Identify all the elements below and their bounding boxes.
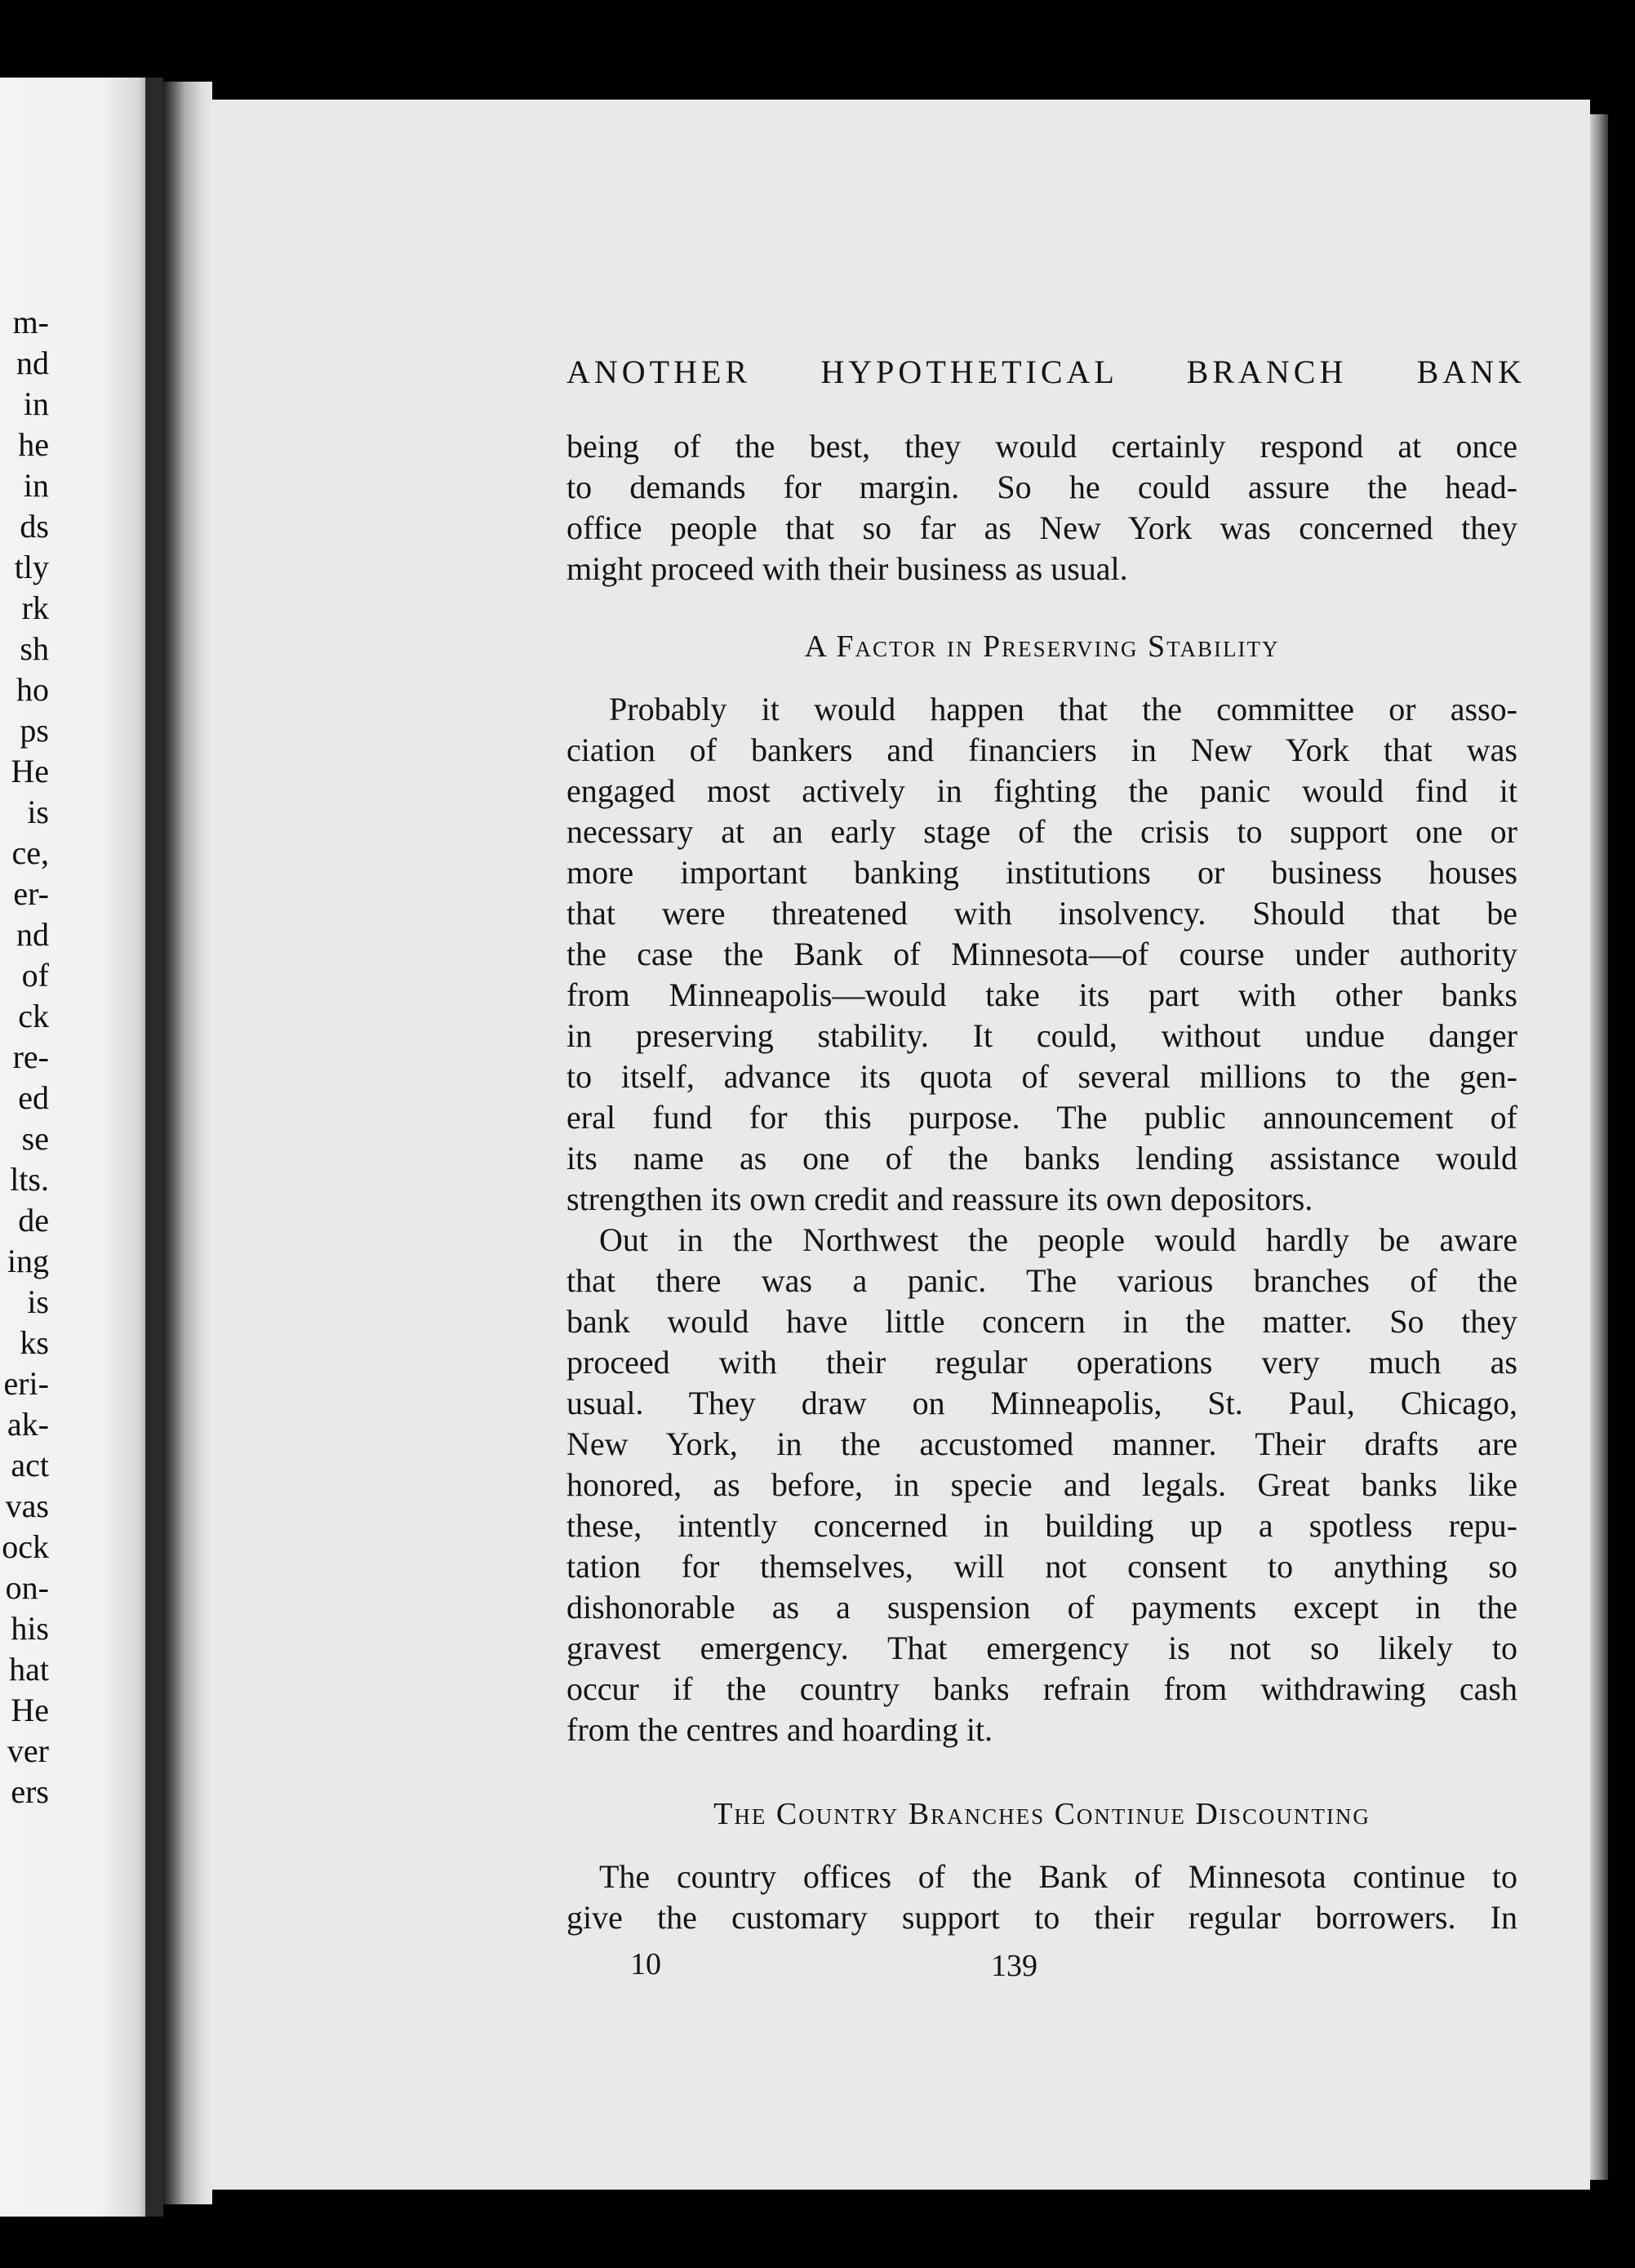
left-page-line: tly xyxy=(14,549,49,585)
text-line: from Minneapolis—would take its part with other banks xyxy=(566,976,1517,1013)
left-page-line: of xyxy=(21,957,49,994)
left-page-line: ing xyxy=(7,1243,49,1279)
running-head: ANOTHER HYPOTHETICAL BRANCH BANK xyxy=(566,354,1526,390)
text-line: eral fund for this purpose. The public announcement of xyxy=(566,1099,1517,1136)
text-line: New York, in the accustomed manner. Their drafts are xyxy=(566,1425,1517,1462)
paragraph-first-line: Out in the Northwest the people would hardly be aware xyxy=(599,1221,1517,1258)
left-page-line: he xyxy=(18,426,49,463)
paragraph-first-line: Probably it would happen that the committee or asso- xyxy=(609,691,1517,727)
text-line: occur if the country banks refrain from withdrawing cash xyxy=(566,1670,1517,1707)
left-page-line: ock xyxy=(2,1528,49,1565)
left-page-line: is xyxy=(27,794,49,830)
previous-page-fragment xyxy=(0,78,145,2217)
text-line: to demands for margin. So he could assure the head- xyxy=(566,469,1517,505)
text-line: tation for themselves, will not consent to anything so xyxy=(566,1548,1517,1585)
left-page-line: is xyxy=(27,1283,49,1320)
section-heading: A Factor in Preserving Stability xyxy=(804,629,1280,664)
left-page-line: rk xyxy=(21,589,49,626)
text-line: might proceed with their business as usual. xyxy=(566,550,1128,587)
text-line: these, intently concerned in building up a spotless repu- xyxy=(566,1507,1517,1544)
left-page-line: nd xyxy=(16,345,49,381)
left-page-line: lts. xyxy=(10,1161,49,1198)
left-page-line: de xyxy=(18,1202,49,1239)
left-page-line: He xyxy=(11,1692,49,1728)
left-page-line: sh xyxy=(20,630,49,667)
left-page-line: ver xyxy=(7,1732,49,1769)
left-page-line: ds xyxy=(20,508,49,545)
text-line: that there was a panic. The various branches of the xyxy=(566,1262,1517,1299)
text-line: gravest emergency. That emergency is not so likely to xyxy=(566,1630,1517,1666)
left-page-line: ks xyxy=(20,1324,49,1361)
left-page-line: eri- xyxy=(3,1365,49,1402)
left-page-line: his xyxy=(11,1610,49,1647)
left-page-line: hat xyxy=(9,1651,49,1688)
signature-mark: 10 xyxy=(630,1947,661,1981)
text-line: usual. They draw on Minneapolis, St. Paul, Chicago, xyxy=(566,1385,1517,1421)
text-line: ciation of bankers and financiers in New York that was xyxy=(566,732,1517,768)
text-line: in preserving stability. It could, without undue danger xyxy=(566,1017,1517,1054)
left-page-line: ho xyxy=(16,671,49,708)
text-line: office people that so far as New York was concerned they xyxy=(566,509,1517,546)
left-page-line: ce, xyxy=(11,834,49,871)
text-line: bank would have little concern in the matter. So they xyxy=(566,1303,1517,1340)
left-page-line: ed xyxy=(18,1079,49,1116)
left-page-line: ps xyxy=(20,712,49,749)
left-page-line: ak- xyxy=(7,1406,49,1443)
left-page-line: ers xyxy=(11,1773,49,1810)
book-page xyxy=(211,100,1590,2190)
left-page-line: re- xyxy=(12,1038,49,1075)
page-number: 139 xyxy=(991,1949,1037,1983)
text-line: honored, as before, in specie and legals. Great banks like xyxy=(566,1466,1517,1503)
text-line: give the customary support to their regular borrowers. In xyxy=(566,1899,1517,1936)
left-page-line: act xyxy=(11,1447,49,1483)
left-page-line: ck xyxy=(18,998,49,1034)
paragraph-first-line: The country offices of the Bank of Minnesota continue to xyxy=(599,1858,1517,1895)
left-page-line: nd xyxy=(16,916,49,953)
left-page-line: er- xyxy=(13,875,49,912)
text-line: more important banking institutions or business houses xyxy=(566,854,1517,891)
text-line: from the centres and hoarding it. xyxy=(566,1711,993,1748)
left-page-line: se xyxy=(21,1120,49,1157)
text-line: that were threatened with insolvency. Should that be xyxy=(566,895,1517,932)
text-line: engaged most actively in fighting the panic would find it xyxy=(566,772,1517,809)
left-page-line: He xyxy=(11,753,49,789)
text-line: dishonorable as a suspension of payments except in the xyxy=(566,1589,1517,1625)
text-line: the case the Bank of Minnesota—of course under authority xyxy=(566,936,1517,972)
page-fore-edge xyxy=(1590,114,1608,2180)
left-page-line: vas xyxy=(5,1488,49,1524)
text-line: strengthen its own credit and reassure its own depositors. xyxy=(566,1181,1313,1217)
text-line: its name as one of the banks lending assistance would xyxy=(566,1140,1517,1176)
left-page-line: in xyxy=(23,467,49,504)
text-line: being of the best, they would certainly respond at once xyxy=(566,428,1517,465)
left-page-line: on- xyxy=(5,1569,49,1606)
left-page-line: m- xyxy=(12,304,49,340)
book-gutter xyxy=(145,78,163,2217)
text-line: to itself, advance its quota of several millions to the gen- xyxy=(566,1058,1517,1095)
text-line: necessary at an early stage of the crisis to support one or xyxy=(566,813,1517,850)
page-binding-shadow xyxy=(163,82,212,2204)
text-line: proceed with their regular operations very much as xyxy=(566,1344,1517,1381)
section-heading: The Country Branches Continue Discounting xyxy=(713,1797,1371,1831)
left-page-line: in xyxy=(23,385,49,422)
